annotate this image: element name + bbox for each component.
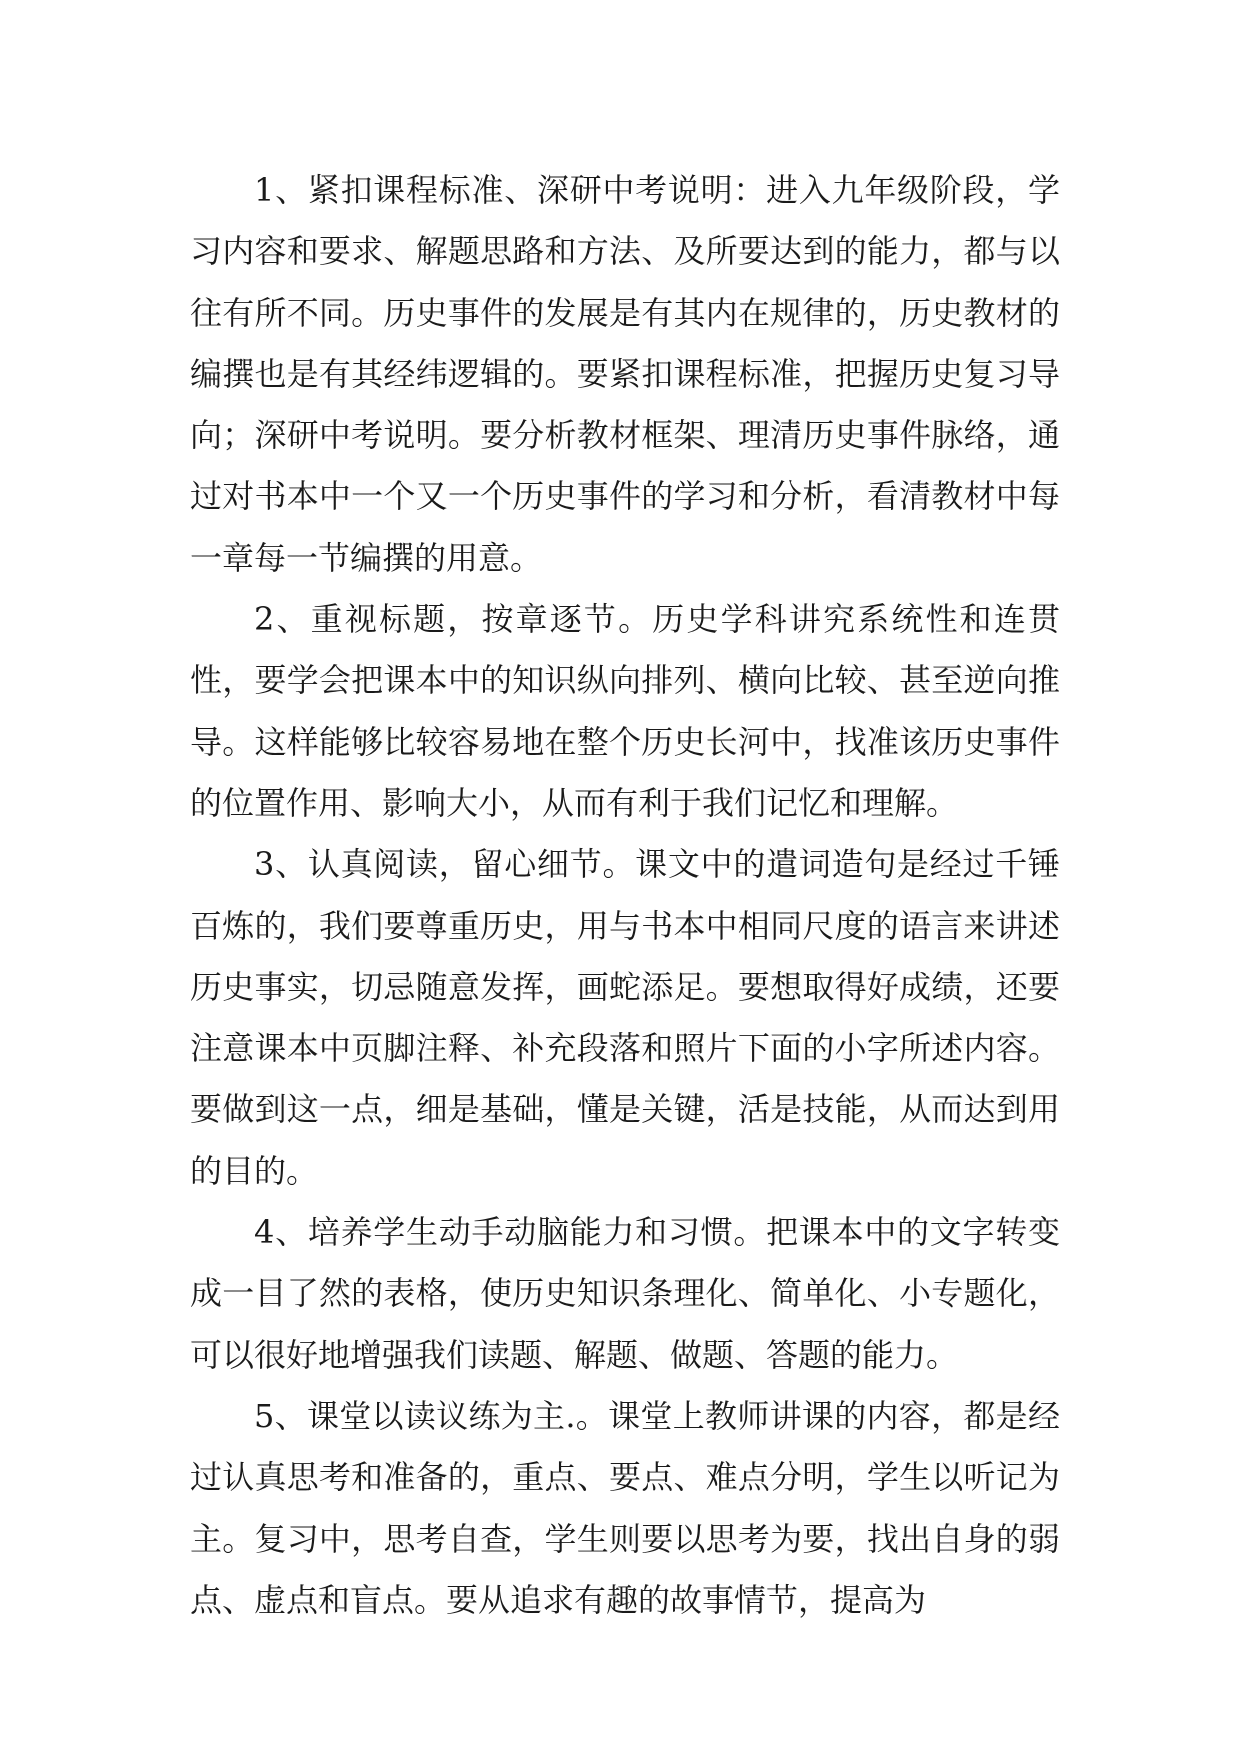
paragraph-5: 5、课堂以读议练为主.。课堂上教师讲课的内容，都是经过认真思考和准备的，重点、要点、难点分明，学生以听记为主。复习中，思考自查，学生则要以思考为要，找出自身的弱点、虚点和盲点。要从追求有趣的故事情节，提高为 (190, 1396, 1060, 1619)
paragraph-4: 4、培养学生动手动脑能力和习惯。把课本中的文字转变成一目了然的表格，使历史知识条理化、简单化、小专题化，可以很好地增强我们读题、解题、做题、答题的能力。 (190, 1213, 1060, 1374)
paragraph-2: 2、重视标题，按章逐节。历史学科讲究系统性和连贯性，要学会把课本中的知识纵向排列、横向比较、甚至逆向推导。这样能够比较容易地在整个历史长河中，找准该历史事件的位置作用、影响大小，从而有利于我们记忆和理解。 (190, 600, 1060, 822)
paragraph-1: 1、紧扣课程标准、深研中考说明：进入九年级阶段，学习内容和要求、解题思路和方法、及所要达到的能力，都与以往有所不同。历史事件的发展是有其内在规律的，历史教材的编撰也是有其经纬逻辑的。要紧扣课程标准，把握历史复习导向；深研中考说明。要分析教材框架、理清历史事件脉络，通过对书本中一个又一个历史事件的学习和分析，看清教材中每一章每一节编撰的用意。 (190, 171, 1060, 577)
paragraph-3: 3、认真阅读，留心细节。课文中的遣词造句是经过千锤百炼的，我们要尊重历史，用与书本中相同尺度的语言来讲述历史事实，切忌随意发挥，画蛇添足。要想取得好成绩，还要注意课本中页脚注释、补充段落和照片下面的小字所述内容。要做到这一点，细是基础，懂是关键，活是技能，从而达到用的目的。 (190, 845, 1060, 1190)
document-body (190, 160, 1060, 1631)
